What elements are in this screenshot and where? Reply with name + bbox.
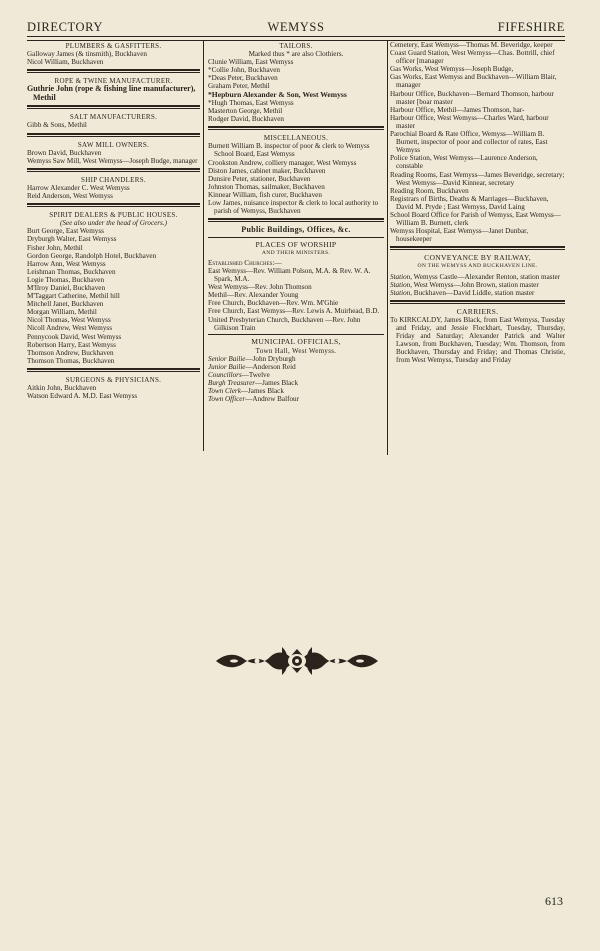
official-name: —John Dryburgh: [245, 354, 296, 363]
entry: Aitkin John, Buckhaven: [27, 384, 97, 392]
bold-entry: *Hepburn Alexander & Son, West Wemyss: [208, 89, 347, 99]
column-2: [208, 41, 384, 451]
official-name: —Anderson Reid: [245, 363, 296, 371]
official-name: —Andrew Balfour: [245, 395, 299, 404]
entry: Burt George, East Wemyss: [27, 227, 104, 236]
official-role: Senior Bailie: [208, 354, 246, 363]
entry: Wemyss Saw Mill, West Wemyss—Joseph Budge, manager: [27, 156, 198, 165]
divider: [27, 368, 200, 372]
section-title-plumbers: PLUMBERS & GASFITTERS.: [65, 42, 162, 50]
section-title-worship: PLACES OF WORSHIP: [255, 239, 337, 249]
railway-entry: [390, 289, 565, 297]
entry: Wemyss Hospital, East Wemyss—Janet Dunbar, housekeeper: [390, 227, 529, 244]
entry: *Hugh Thomas, East Wemyss: [208, 98, 294, 107]
official-role: Junior Bailie: [208, 363, 246, 371]
entry: Rodger David, Buckhaven: [208, 115, 284, 124]
official-row: [208, 395, 384, 403]
entry: Gordon George, Randolph Hotel, Buckhaven: [27, 251, 157, 260]
station-detail: , Wemyss Castle—Alexander Renton, station master: [410, 272, 561, 281]
page-header: [27, 20, 565, 36]
entry: Coast Guard Station, West Wemyss—Chas. Bottrill, chief officer [manager: [390, 49, 555, 66]
section-title-ship: SHIP CHANDLERS.: [81, 175, 146, 184]
entry: Mitchell Janet, Buckhaven: [27, 300, 104, 309]
entry: United Presbyterian Church, Buckhaven —Rev. John Gilkison Train: [208, 315, 361, 332]
railway-entry: [390, 281, 565, 289]
official-row: [208, 371, 384, 379]
entry: School Board Office for Parish of Wemyss, East Wemyss—William B. Burnett, clerk: [390, 210, 561, 228]
section-subtitle: AND THEIR MINISTERS.: [261, 249, 331, 256]
entry: Brown David, Buckhaven: [27, 148, 102, 157]
column-3: [390, 41, 565, 461]
divider: [208, 218, 384, 222]
entry: Nicol William, Buckhaven: [27, 58, 104, 67]
header-center: WEMYSS: [267, 20, 325, 34]
entry: *Collie John, Buckhaven: [208, 66, 280, 75]
carriers-paragraph: To KIRKCALDY, James Black, from East Wemyss, Tuesday and Friday, and Jessie Flockhart, Tuesday, Thursday, Friday and Saturday; Alexander Patrick and Walter Lawson, from Buckhaven, Tuesday; Wm. Thomson, from Buckhaven, Thursday and Friday; and Thomas Christie, from West Wemyss, Tuesday and Friday: [390, 315, 565, 365]
bold-entry: Guthrie John (rope & fishing line manufacturer), Methil: [27, 84, 196, 102]
decorative-ornament-icon: [212, 643, 382, 679]
divider: [27, 105, 200, 109]
railway-entry: [390, 273, 565, 281]
entry: Johnston Thomas, sailmaker, Buckhaven: [208, 182, 325, 191]
official-row: [208, 363, 384, 371]
official-role: Town Clerk: [208, 387, 241, 396]
entry: Dunsire Peter, stationer, Buckhaven: [208, 174, 311, 183]
station-detail: , West Wemyss—John Brown, station master: [410, 280, 539, 289]
station-detail: , Buckhaven—David Liddle, station master: [410, 288, 535, 297]
official-name: —James Black: [255, 379, 299, 388]
entry: Methil—Rev. Alexander Young: [208, 291, 299, 300]
section-subtitle: ON THE WEMYSS AND BUCKHAVEN LINE.: [417, 263, 538, 270]
thin-rule: [208, 334, 384, 335]
entry: Established Churches:—: [208, 258, 282, 267]
official-name: —James Black: [240, 387, 284, 396]
station-label: Station: [390, 272, 411, 281]
entry: M'Taggart Catherine, Methil hill: [27, 292, 120, 301]
section-note: (See also under the head of Grocers.): [59, 219, 168, 228]
entry: Low James, nuisance inspector & clerk to local authority to parish of Wemyss, Buckhaven: [208, 199, 379, 216]
entry: Harrow Alexander C. West Wemyss: [27, 183, 130, 192]
official-name: —Twelve: [241, 371, 270, 380]
entry: Harbour Office, Methil—James Thomson, har-: [390, 105, 525, 114]
divider: [27, 69, 200, 73]
entry: Registrars of Births, Deaths & Marriages—Buckhaven, David M. Pryde ; East Wemyss, David Laing: [390, 194, 549, 211]
entry: Graham Peter, Methil: [208, 82, 270, 91]
entry: Clunie William, East Wemyss: [208, 58, 294, 67]
entry: Free Church, Buckhaven—Rev. Wm. M'Ghie: [208, 299, 339, 308]
official-role: Burgh Treasurer: [208, 379, 256, 388]
thin-rule: [208, 237, 384, 238]
column-divider-2: [387, 41, 388, 455]
entry: Galloway James (& tinsmith), Buckhaven: [27, 50, 147, 59]
section-title-salt: SALT MANUFACTURERS.: [69, 113, 158, 122]
section-note: Marked thus * are also Clothiers.: [248, 50, 344, 59]
entry: Police Station, West Wemyss—Laurence Anderson, constable: [390, 154, 538, 171]
entry: Crookston Andrew, colliery manager, West Wemyss: [208, 158, 357, 167]
entry: Watson Edward A. M.D. East Wemyss: [27, 392, 138, 401]
entry: West Wemyss—Rev. John Thomson: [208, 283, 312, 292]
section-title-spirit: SPIRIT DEALERS & PUBLIC HOUSES.: [49, 211, 178, 220]
entry: Gas Works, East Wemyss and Buckhaven—William Blair, manager: [390, 73, 557, 90]
header-right: FIFESHIRE: [497, 20, 565, 34]
entry: Harbour Office, West Wemyss—Charles Ward, harbour master: [390, 113, 549, 130]
entry: Masterton George, Methil: [208, 107, 283, 116]
official-row: [208, 387, 384, 395]
entry: Diston James, cabinet maker, Buckhaven: [208, 166, 326, 175]
entry: Fisher John, Methil: [27, 243, 83, 252]
section-title-saw: SAW MILL OWNERS.: [77, 140, 150, 149]
divider: [27, 168, 200, 172]
divider: [27, 203, 200, 207]
station-label: Station: [390, 288, 411, 297]
entry: Gibb & Sons, Methil: [27, 121, 87, 130]
entry: Robertson Harry, East Wemyss: [27, 340, 116, 349]
header-left: DIRECTORY: [27, 20, 104, 34]
section-title-tailors: TAILORS.: [279, 42, 313, 50]
entry: Harbour Office, Buckhaven—Bernard Thomson, harbour master [boar master: [390, 89, 554, 106]
official-row: [208, 355, 384, 363]
entry: Kinnear William, fish curer, Buckhaven: [208, 190, 322, 199]
entry: Thomson Thomas, Buckhaven: [27, 356, 115, 365]
divider: [390, 246, 565, 250]
entry: Dryburgh Walter, East Wemyss: [27, 235, 117, 244]
official-row: [208, 379, 384, 387]
entry: Cemetery, East Wemyss—Thomas M. Beveridge, keeper: [390, 41, 553, 49]
entry: Reading Room, Buckhaven: [390, 186, 469, 195]
official-role: Councillors: [208, 371, 242, 380]
entry: Burnett William B. inspector of poor & clerk to Wemyss School Board, East Wemyss: [208, 142, 370, 159]
divider: [27, 133, 200, 137]
entry: Thomson Andrew, Buckhaven: [27, 348, 114, 357]
section-subtitle: Town Hall, West Wemyss.: [255, 346, 337, 355]
section-title-misc: MISCELLANEOUS.: [263, 134, 329, 143]
page-number: 613: [545, 894, 563, 908]
entry: Gas Works, West Wemyss—Joseph Budge,: [390, 65, 514, 74]
station-label: Station: [390, 280, 411, 289]
entry: East Wemyss—Rev. William Polson, M.A. & Rev. W. A. Spark, M.A.: [208, 266, 371, 284]
divider: [390, 300, 565, 304]
entry: *Deas Peter, Buckhaven: [208, 74, 278, 83]
entry: Parochial Board & Rate Office, Wemyss—William B. Burnett, inspector of poor and collector of rates, East Wemyss: [390, 130, 548, 155]
entry: Free Church, East Wemyss—Rev. Lewis A. Muirhead, B.D.: [208, 307, 380, 316]
entry: Reading Rooms, East Wemyss—James Beveridge, secretary; West Wemyss—David Kinnear, secretary: [390, 170, 565, 187]
entry: Leishman Thomas, Buckhaven: [27, 267, 116, 276]
section-title-rope: ROPE & TWINE MANUFACTURER.: [54, 77, 173, 86]
section-title-public-buildings: Public Buildings, Offices, &c.: [241, 225, 351, 235]
entry: M'Ilroy Daniel, Buckhaven: [27, 283, 106, 292]
entry: Reid Anderson, West Wemyss: [27, 192, 113, 201]
column-divider-1: [203, 41, 204, 451]
entry: Logie Thomas, Buckhaven: [27, 275, 105, 284]
section-title-municipal: MUNICIPAL OFFICIALS,: [251, 336, 341, 346]
entry: Harrow Ann, West Wemyss: [27, 259, 106, 268]
entry: Nicol Thomas, West Wemyss: [27, 316, 111, 325]
section-title-carriers: CARRIERS.: [456, 306, 499, 316]
entry: Nicoll Andrew, West Wemyss: [27, 324, 112, 333]
divider: [208, 126, 384, 130]
section-title-railway: CONVEYANCE BY RAILWAY,: [424, 253, 531, 263]
entry: Pennycook David, West Wemyss: [27, 332, 122, 341]
column-1: [27, 41, 200, 441]
entry: Morgan William, Methil: [27, 308, 97, 317]
official-role: Town Officer: [208, 395, 246, 404]
section-title-surgeons: SURGEONS & PHYSICIANS.: [65, 375, 162, 384]
